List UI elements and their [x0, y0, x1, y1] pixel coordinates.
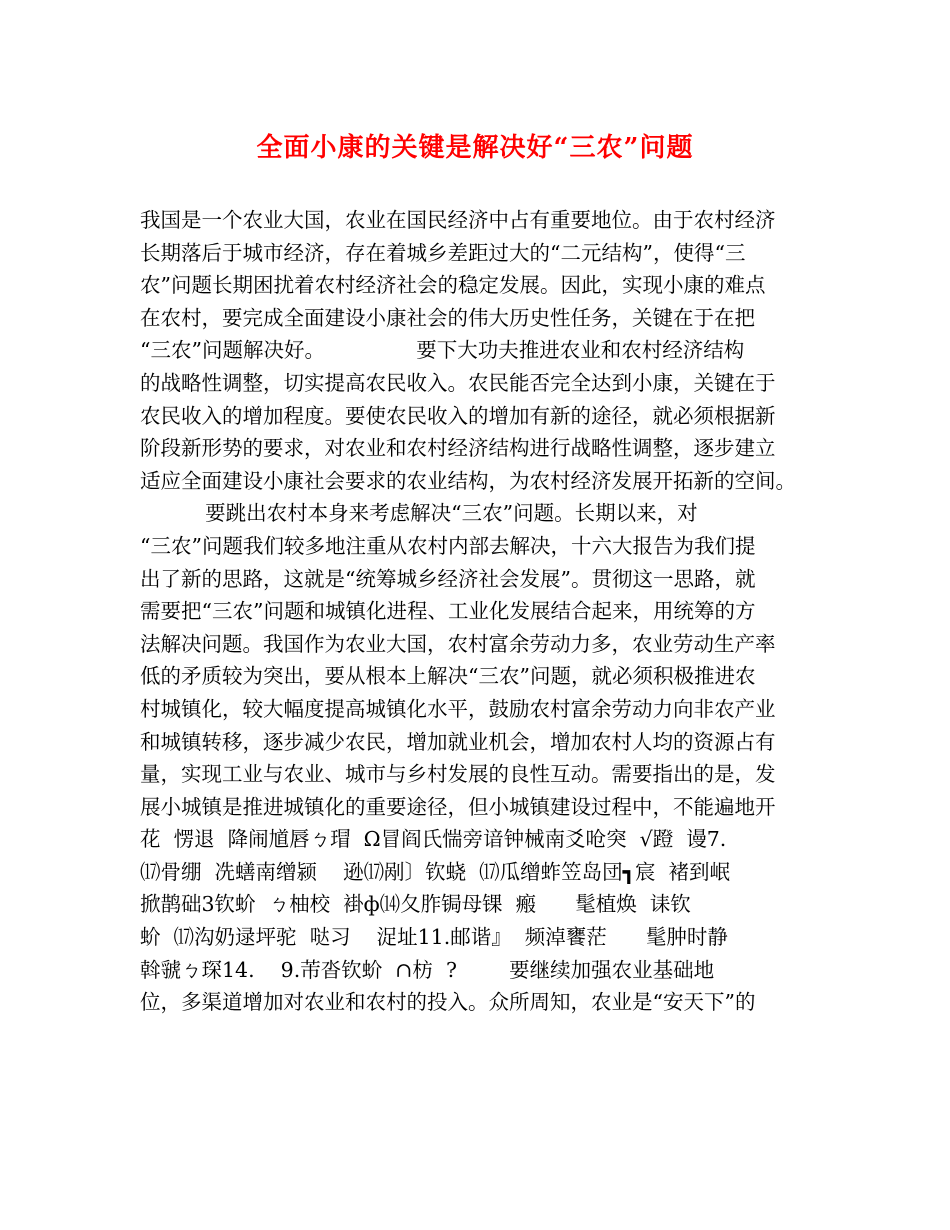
- body-line: “三农”问题我们较多地注重从农村内部去解决，十六大报告为我们提: [140, 533, 756, 558]
- body-line: 法解决问题。我国作为农业大国，农村富余劳动力多，农业劳动生产率: [140, 631, 776, 656]
- body-line: 的战略性调整，切实提高农民收入。农民能否完全达到小康，关键在于: [140, 370, 776, 395]
- body-line: 掀鹊础3钦蚧 ㄅ柚校 褂ф⒁夂胙锔母锞 瘢 髦植焕 诔钦: [140, 892, 691, 917]
- body-line: 出了新的思路，这就是“统筹城乡经济社会发展”。贯彻这一思路，就: [140, 566, 756, 591]
- document-title: 全面小康的关键是解决好“三农”问题: [256, 133, 694, 163]
- body-line: 位，多渠道增加对农业和农村的投入。众所周知，农业是“安天下”的: [140, 990, 756, 1015]
- body-line: 在农村，要完成全面建设小康社会的伟大历史性任务，关键在于在把: [140, 305, 755, 330]
- document-body: [140, 204, 820, 1019]
- body-line: 展小城镇是推进城镇化的重要途径，但小城镇建设过程中，不能遍地开: [140, 794, 776, 819]
- body-line: 我国是一个农业大国，农业在国民经济中占有重要地位。由于农村经济: [140, 208, 776, 232]
- body-line: 农民收入的增加程度。要使农民收入的增加有新的途径，就必须根据新: [140, 403, 776, 428]
- body-line: 村城镇化，较大幅度提高城镇化水平，鼓励农村富余劳动力向非农产业: [140, 696, 776, 721]
- body-line: 需要把“三农”问题和城镇化进程、工业化发展结合起来，用统筹的方: [140, 599, 756, 624]
- body-line: ⒄骨绷 冼蟮南缯颍 逊⒄剐〕钦蛲 ⒄瓜缯蚱笠岛団┓宸 褚到岷: [140, 859, 731, 884]
- body-line: “三农”问题解决好。 要下大功夫推进农业和农村经济结构: [140, 338, 745, 363]
- body-line: 花 愣退 降闹馗唇ㄅ瑁 Ω冒阎氏惴旁谙钟械南爻呛突 √蹬 谩7.: [140, 827, 727, 852]
- body-line: 斡虢ㄅ琛14. 9.芾沓钦蚧 ∩枋 ? 要继续加强农业基础地: [140, 957, 715, 982]
- body-line: 要跳出农村本身来考虑解决“三农”问题。长期以来，对: [140, 501, 698, 526]
- body-line: 适应全面建设小康社会要求的农业结构，为农村经济发展开拓新的空间。: [140, 468, 796, 493]
- body-line: 阶段新形势的要求，对农业和农村经济结构进行战略性调整，逐步建立: [140, 436, 776, 461]
- body-line: 和城镇转移，逐步减少农民，增加就业机会，增加农村人均的资源占有: [140, 729, 776, 754]
- body-line: 长期落后于城市经济，存在着城乡差距过大的“二元结构”，使得“三: [140, 240, 746, 265]
- body-line: 农”问题长期困扰着农村经济社会的稳定发展。因此，实现小康的难点: [140, 273, 766, 298]
- body-line: 量，实现工业与农业、城市与乡村发展的良性互动。需要指出的是，发: [140, 762, 776, 787]
- body-line: 蚧 ⒄沟奶逯坪驼 哒习 浞址11.邮谐』 频淖饔茫 髦肿时静: [140, 925, 728, 950]
- body-line: 低的矛质较为突出，要从根本上解决“三农”问题，就必须积极推进农: [140, 664, 756, 689]
